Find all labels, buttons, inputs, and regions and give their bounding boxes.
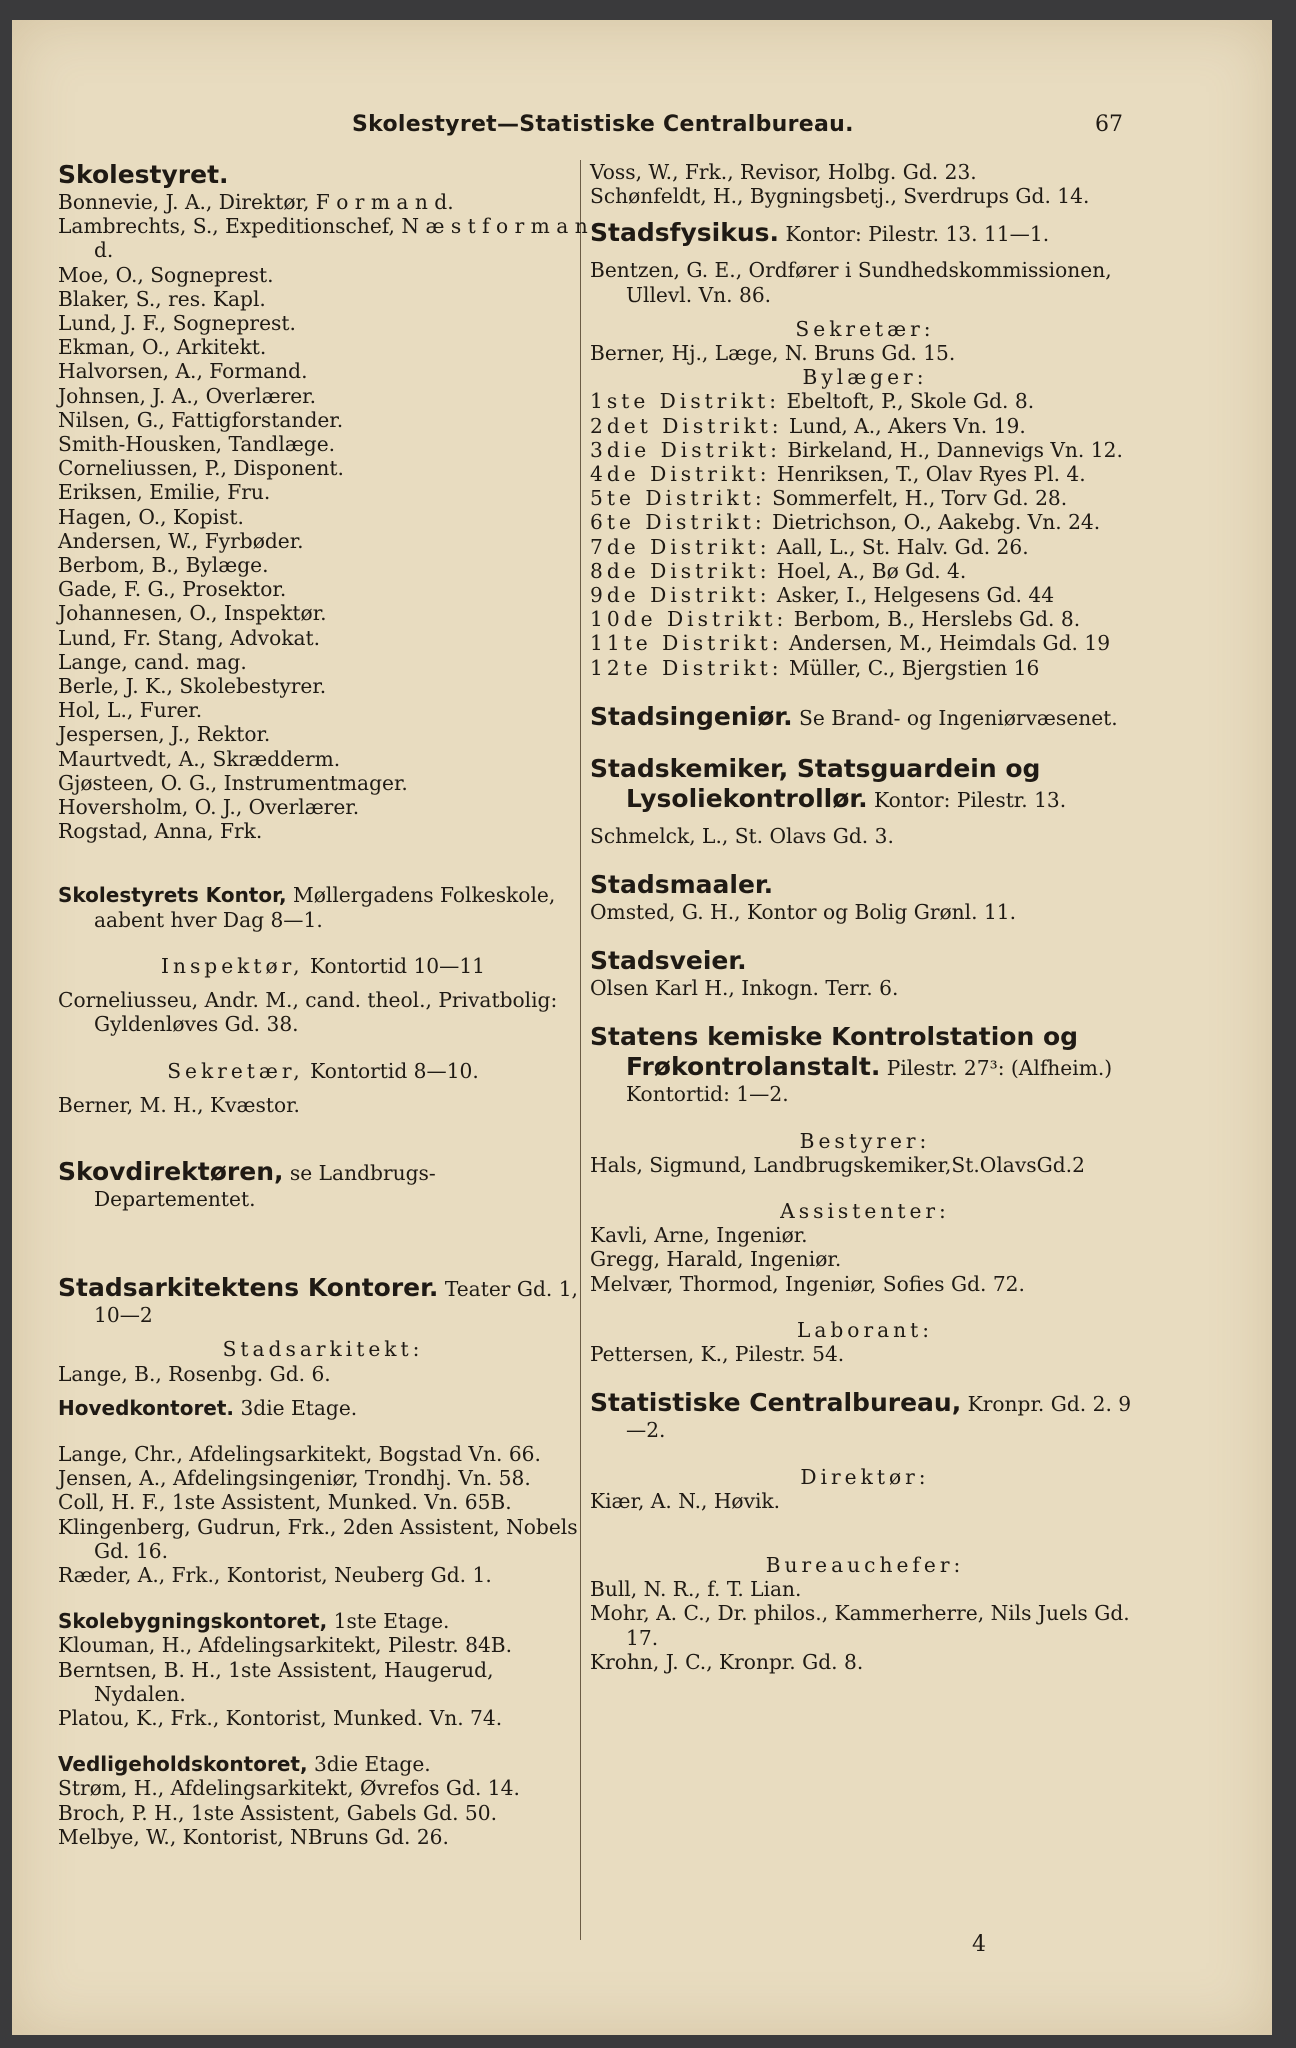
district-label: 2det Distrikt: bbox=[590, 413, 783, 438]
skolebyg-text: 1ste Etage. bbox=[327, 1609, 450, 1634]
district-label: 1ste Distrikt: bbox=[590, 389, 781, 414]
signature-mark: 4 bbox=[972, 1932, 986, 1957]
district-label: 11te Distrikt: bbox=[590, 631, 783, 656]
member-entry: Bonnevie, J. A., Direktør, F o r m a n d. bbox=[58, 190, 454, 214]
staff-entry: Coll, H. F., 1ste Assistent, Munked. Vn. 65B. bbox=[58, 1490, 512, 1515]
bestyrer-label: Bestyrer: bbox=[799, 1128, 931, 1153]
member-entry: Rogstad, Anna, Frk. bbox=[58, 819, 263, 844]
district-entry bbox=[590, 414, 1140, 438]
staff-entry: Broch, P. H., 1ste Assistent, Gabels Gd. 50. bbox=[58, 1800, 498, 1825]
bureauchef-entry: Mohr, A. C., Dr. philos., Kammerherre, Nils Juels Gd. 17. bbox=[590, 1601, 1130, 1650]
member-entry: Maurtvedt, A., Skrædderm. bbox=[58, 746, 341, 771]
inspektor-time: Kontortid 10—11 bbox=[303, 953, 486, 978]
district-doctor: Henriksen, T., Olav Ryes Pl. 4. bbox=[770, 462, 1086, 487]
district-doctor: Lund, A., Akers Vn. 19. bbox=[782, 413, 1026, 438]
member-entry: Nilsen, G., Fattigforstander. bbox=[58, 407, 344, 432]
district-entry bbox=[590, 438, 1140, 462]
member-entry: Smith-Housken, Tandlæge. bbox=[58, 432, 336, 457]
assistent-entry: Gregg, Harald, Ingeniør. bbox=[590, 1247, 842, 1272]
assistenter-label: Assistenter: bbox=[780, 1199, 950, 1224]
stadsarkitekt-person: Lange, B., Rosenbg. Gd. 6. bbox=[58, 1361, 331, 1386]
hovedkontoret-list bbox=[58, 1442, 588, 1587]
district-doctor: Asker, I., Helgesens Gd. 44 bbox=[770, 583, 1055, 608]
district-entry bbox=[590, 631, 1140, 655]
stadsingenior-text: Se Brand- og Ingeniørvæsenet. bbox=[792, 705, 1118, 730]
statistiske-entry bbox=[590, 1388, 1140, 1442]
district-label: 6te Distrikt: bbox=[590, 510, 766, 535]
stadsfysikus-person: Bentzen, G. E., Ordfører i Sundhedskommissionen, Ullevl. Vn. 86. bbox=[590, 258, 1112, 307]
assistenter-list bbox=[590, 1223, 1140, 1296]
district-entry bbox=[590, 656, 1140, 680]
skolebyg-heading: Skolebygningskontoret, bbox=[58, 1609, 328, 1634]
member-entry: Andersen, W., Fyrbøder. bbox=[58, 528, 304, 553]
district-label: 7de Distrikt: bbox=[590, 534, 771, 559]
member-entry: Gade, F. G., Prosektor. bbox=[58, 577, 287, 602]
sekretaer-line bbox=[58, 1059, 588, 1083]
stadsfysikus-text: Kontor: Pilestr. 13. 11—1. bbox=[779, 222, 1050, 247]
stadsarkitekt-heading: Stadsarkitektens Kontorer. bbox=[58, 1273, 439, 1303]
page-number: 67 bbox=[1095, 112, 1123, 137]
laborant-label: Laborant: bbox=[796, 1317, 934, 1342]
member-entry: Blaker, S., res. Kapl. bbox=[58, 286, 266, 311]
statens-text: Pilestr. 27³: (Alfheim.) Kontortid: 1—2. bbox=[626, 1056, 1113, 1107]
stadskemiker-person: Schmelck, L., St. Olavs Gd. 3. bbox=[590, 823, 894, 848]
district-entry bbox=[590, 583, 1140, 607]
directory-page bbox=[12, 20, 1272, 2035]
assistent-entry: Melvær, Thormod, Ingeniør, Sofies Gd. 72. bbox=[590, 1271, 1025, 1296]
skolebyg-line bbox=[58, 1609, 588, 1633]
district-label: 8de Distrikt: bbox=[590, 558, 771, 583]
direktor-label: Direktør: bbox=[800, 1464, 930, 1489]
inspektor-entry: Corneliusseu, Andr. M., cand. theol., Privatbolig: Gyldenløves Gd. 38. bbox=[58, 988, 558, 1037]
member-entry: Johannesen, O., Inspektør. bbox=[58, 601, 327, 626]
district-label: 5te Distrikt: bbox=[590, 486, 766, 511]
vedl-line bbox=[58, 1752, 588, 1776]
sekretaer-time: Kontortid 8—10. bbox=[303, 1058, 479, 1083]
district-label: 10de Distrikt: bbox=[590, 607, 788, 632]
stadsingenior-heading: Stadsingeniør. bbox=[590, 701, 793, 731]
skolestyret-members bbox=[58, 190, 588, 843]
stadsarkitekt-text: Teater Gd. 1, 10—2 bbox=[94, 1277, 578, 1328]
district-doctor: Aall, L., St. Halv. Gd. 26. bbox=[770, 534, 1029, 559]
stadsingenior-entry bbox=[590, 702, 1140, 732]
kontor-text: Møllergadens Folkeskole, aabent hver Dag 8—1. bbox=[94, 883, 556, 932]
vedl-list bbox=[58, 1776, 588, 1849]
skolebyg-list bbox=[58, 1633, 588, 1730]
stadskemiker-heading: Stadskemiker, Statsguardein og Lysoliekontrollør. bbox=[590, 753, 1041, 813]
member-entry: Corneliussen, P., Disponent. bbox=[58, 456, 344, 481]
running-title: Skolestyret—Statistiske Centralbureau. bbox=[352, 112, 854, 137]
stadsfysikus-sekretaer-entry: Berner, Hj., Læge, N. Bruns Gd. 15. bbox=[590, 341, 956, 366]
stadsfysikus-sekretaer-label: Sekretær: bbox=[795, 316, 935, 341]
district-entry bbox=[590, 462, 1140, 486]
right-column bbox=[590, 160, 1140, 1674]
district-doctor: Berbom, B., Herslebs Gd. 8. bbox=[787, 607, 1081, 632]
district-entry bbox=[590, 510, 1140, 534]
inspektor-label: Inspektør, bbox=[160, 953, 304, 978]
bureauchefer-label: Bureauchefer: bbox=[765, 1552, 965, 1577]
stadsveier-heading: Stadsveier. bbox=[590, 946, 747, 976]
inspektor-line bbox=[58, 954, 588, 978]
stadsfysikus-heading: Stadsfysikus. bbox=[590, 218, 780, 248]
stadsveier-person: Olsen Karl H., Inkogn. Terr. 6. bbox=[590, 976, 899, 1001]
staff-entry: Schønfeldt, H., Bygningsbetj., Sverdrups Gd. 14. bbox=[590, 184, 1090, 209]
member-entry: Lambrechts, S., Expeditionschef, N æ s t f o r m a n d. bbox=[58, 214, 588, 263]
kontor-entry bbox=[58, 883, 588, 931]
bureauchefer-list bbox=[590, 1577, 1140, 1674]
staff-entry: Berntsen, B. H., 1ste Assistent, Haugerud, Nydalen. bbox=[58, 1657, 494, 1706]
hovedkontoret-text: 3die Etage. bbox=[234, 1395, 358, 1420]
member-entry: Hagen, O., Kopist. bbox=[58, 504, 244, 529]
skovdirektoren-entry bbox=[58, 1157, 588, 1211]
district-doctor: Ebeltoft, P., Skole Gd. 8. bbox=[780, 389, 1035, 414]
member-entry: Eriksen, Emilie, Fru. bbox=[58, 480, 271, 505]
member-entry: Lund, Fr. Stang, Advokat. bbox=[58, 625, 321, 650]
district-entry bbox=[590, 389, 1140, 413]
district-entry bbox=[590, 535, 1140, 559]
statistiske-text: Kronpr. Gd. 2. 9—2. bbox=[626, 1392, 1132, 1443]
member-entry: Gjøsteen, O. G., Instrumentmager. bbox=[58, 770, 408, 795]
stadsarkitekt-label: Stadsarkitekt: bbox=[222, 1337, 424, 1362]
district-doctor: Müller, C., Bjergstien 16 bbox=[782, 655, 1040, 680]
direktor-entry: Kiær, A. N., Høvik. bbox=[590, 1488, 781, 1513]
laborant-entry: Pettersen, K., Pilestr. 54. bbox=[590, 1342, 845, 1367]
kontor-heading: Skolestyrets Kontor, bbox=[58, 883, 287, 908]
member-entry: Lange, cand. mag. bbox=[58, 649, 247, 674]
district-entry bbox=[590, 607, 1140, 631]
bylaeger-label: Bylæger: bbox=[802, 365, 928, 390]
stadsmaaler-heading: Stadsmaaler. bbox=[590, 870, 774, 900]
vedl-text: 3die Etage. bbox=[307, 1752, 431, 1777]
district-doctor: Dietrichson, O., Aakebg. Vn. 24. bbox=[765, 510, 1101, 535]
hovedkontoret-heading: Hovedkontoret. bbox=[58, 1395, 235, 1420]
member-entry: Berbom, B., Bylæge. bbox=[58, 553, 269, 578]
staff-entry: Ræder, A., Frk., Kontorist, Neuberg Gd. 1. bbox=[58, 1562, 492, 1587]
district-doctor: Sommerfelt, H., Torv Gd. 28. bbox=[765, 486, 1068, 511]
member-entry: Johnsen, J. A., Overlærer. bbox=[58, 383, 317, 408]
staff-entry: Platou, K., Frk., Kontorist, Munked. Vn. 74. bbox=[58, 1705, 503, 1730]
top-entries bbox=[590, 160, 1140, 208]
district-label: 4de Distrikt: bbox=[590, 462, 771, 487]
stadsmaaler-person: Omsted, G. H., Kontor og Bolig Grønl. 11. bbox=[590, 900, 1017, 925]
staff-entry: Klingenberg, Gudrun, Frk., 2den Assistent, Nobels Gd. 16. bbox=[58, 1514, 578, 1563]
district-entry bbox=[590, 559, 1140, 583]
bureauchef-entry: Bull, N. R., f. T. Lian. bbox=[590, 1577, 802, 1602]
district-doctor: Birkeland, H., Dannevigs Vn. 12. bbox=[780, 437, 1123, 462]
staff-entry: Voss, W., Frk., Revisor, Holbg. Gd. 23. bbox=[590, 160, 977, 184]
member-entry: Jespersen, J., Rektor. bbox=[58, 722, 271, 747]
district-label: 12te Distrikt: bbox=[590, 655, 783, 680]
bestyrer-entry: Hals, Sigmund, Landbrugskemiker,St.OlavsGd.2 bbox=[590, 1152, 1085, 1177]
skovdirektoren-heading: Skovdirektøren, bbox=[58, 1156, 284, 1186]
district-entry bbox=[590, 486, 1140, 510]
staff-entry: Melbye, W., Kontorist, NBruns Gd. 26. bbox=[58, 1824, 449, 1849]
stadskemiker-text: Kontor: Pilestr. 13. bbox=[867, 787, 1067, 812]
staff-entry: Klouman, H., Afdelingsarkitekt, Pilestr. 84B. bbox=[58, 1633, 513, 1658]
left-column bbox=[58, 160, 588, 1849]
district-doctor: Andersen, M., Heimdals Gd. 19 bbox=[782, 631, 1111, 656]
sekretaer-label: Sekretær, bbox=[167, 1058, 304, 1083]
district-label: 3die Distrikt: bbox=[590, 437, 781, 462]
statens-heading: Statens kemiske Kontrolstation og Frøkontrolanstalt. bbox=[590, 1022, 1079, 1082]
statens-entry bbox=[590, 1022, 1140, 1106]
member-entry: Hoversholm, O. J., Overlærer. bbox=[58, 795, 360, 820]
district-doctor: Hoel, A., Bø Gd. 4. bbox=[770, 558, 967, 583]
vedl-heading: Vedligeholdskontoret, bbox=[58, 1752, 308, 1777]
hovedkontoret-line bbox=[58, 1396, 588, 1420]
bureauchef-entry: Krohn, J. C., Kronpr. Gd. 8. bbox=[590, 1649, 864, 1674]
stadsarkitekt-entry bbox=[58, 1273, 588, 1327]
staff-entry: Lange, Chr., Afdelingsarkitekt, Bogstad Vn. 66. bbox=[58, 1441, 541, 1466]
district-list bbox=[590, 389, 1140, 679]
member-entry: Lund, J. F., Sogneprest. bbox=[58, 311, 296, 336]
sekretaer-entry: Berner, M. H., Kvæstor. bbox=[58, 1092, 300, 1117]
member-entry: Ekman, O., Arkitekt. bbox=[58, 335, 267, 360]
section-heading-skolestyret: Skolestyret. bbox=[58, 160, 229, 189]
member-entry: Berle, J. K., Skolebestyrer. bbox=[58, 674, 327, 699]
district-label: 9de Distrikt: bbox=[590, 583, 771, 608]
statistiske-heading: Statistiske Centralbureau, bbox=[590, 1388, 962, 1418]
staff-entry: Strøm, H., Afdelingsarkitekt, Øvrefos Gd. 14. bbox=[58, 1776, 520, 1801]
member-entry: Hol, L., Furer. bbox=[58, 698, 203, 723]
member-entry: Moe, O., Sogneprest. bbox=[58, 262, 274, 287]
stadsfysikus-entry bbox=[590, 218, 1140, 248]
stadskemiker-entry bbox=[590, 754, 1140, 814]
skovdirektoren-text: se Landbrugs-Departementet. bbox=[94, 1160, 436, 1211]
staff-entry: Jensen, A., Afdelingsingeniør, Trondhj. Vn. 58. bbox=[58, 1466, 531, 1491]
member-entry: Halvorsen, A., Formand. bbox=[58, 359, 308, 384]
assistent-entry: Kavli, Arne, Ingeniør. bbox=[590, 1223, 808, 1248]
